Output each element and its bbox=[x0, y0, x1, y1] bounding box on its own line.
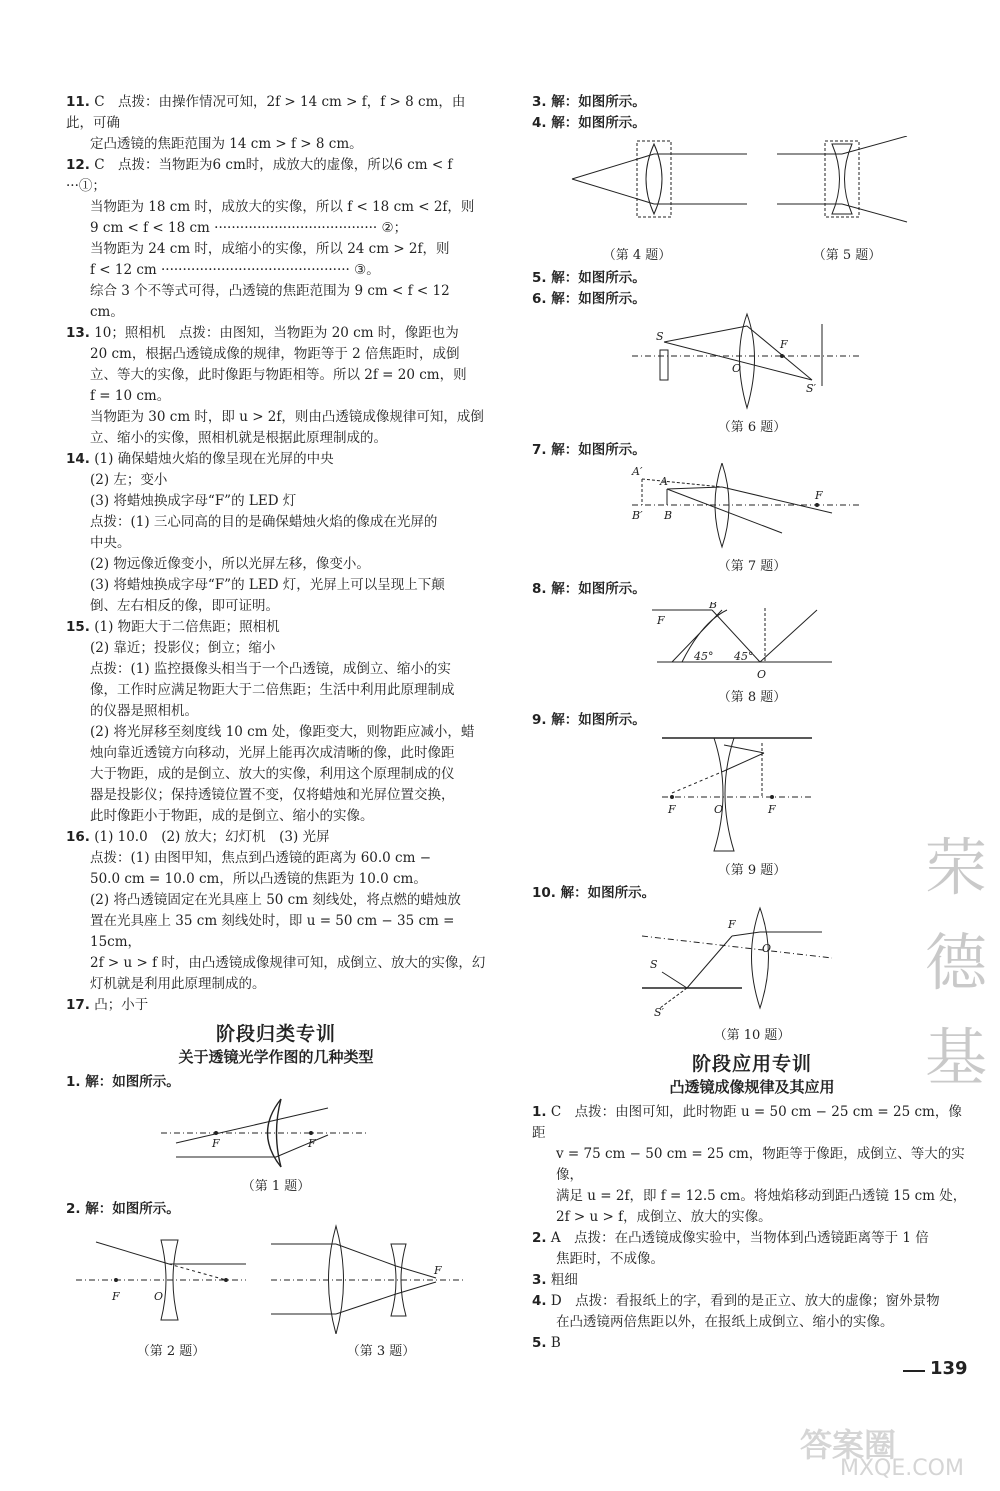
answer-text: (3) 将蜡烛换成字母“F”的 LED 灯，光屏上可以呈现上下颠 bbox=[90, 577, 445, 593]
q7-answer: 7. 解：如图所示。 bbox=[532, 442, 646, 458]
answer-text: 烛向靠近透镜方向移动，光屏上能再次成清晰的像，此时像距 bbox=[90, 745, 455, 761]
figure-q7 bbox=[532, 463, 972, 577]
answer-line bbox=[66, 554, 486, 575]
answer-text: 粗细 bbox=[550, 1272, 578, 1288]
answer-line bbox=[66, 449, 486, 470]
answer-line bbox=[66, 743, 486, 764]
answer-line bbox=[66, 134, 486, 155]
answer-line bbox=[66, 764, 486, 785]
label-f-q2: F bbox=[112, 1290, 120, 1303]
answer-text: (1) 确保蜡烛火焰的像呈现在光屏的中央 bbox=[94, 451, 334, 467]
answer-text: 当物距为 24 cm 时，成缩小的实像，所以 24 cm > 2f，则 bbox=[90, 241, 450, 257]
diagram-q4-q5 bbox=[532, 136, 952, 238]
answer-line bbox=[66, 638, 486, 659]
label-b-q7: B bbox=[664, 509, 673, 522]
answer-line bbox=[532, 1270, 972, 1291]
answer-text: A 点拨：在凸透镜成像实验中，当物体到凸透镜距离等于 1 倍 bbox=[550, 1230, 929, 1246]
answer-text: f < 12 cm ············································ ③。 bbox=[90, 262, 380, 278]
answer-text: 9 cm < f < 18 cm ······································ ②； bbox=[90, 220, 408, 236]
answer-line bbox=[66, 722, 486, 743]
question-number: 11. bbox=[66, 94, 90, 110]
answer-line bbox=[66, 680, 486, 701]
caption-q2: （第 2 题） bbox=[136, 1344, 206, 1359]
answer-text: (2) 左；变小 bbox=[90, 472, 168, 488]
answer-text: v = 75 cm − 50 cm = 25 cm，物距等于像距，成倒立、等大的实像， bbox=[556, 1146, 965, 1183]
question-number: 17. bbox=[66, 997, 90, 1013]
label-o-q8: O bbox=[757, 668, 767, 680]
answer-line bbox=[66, 806, 486, 827]
answer-line bbox=[66, 260, 486, 281]
watermark-vertical: 荣 德 基 bbox=[925, 831, 988, 1094]
answer-text: 10；照相机 点拨：由图知，当物距为 20 cm 时，像距也为 bbox=[94, 325, 459, 341]
answer-text: 倒、左右相反的像，即可证明。 bbox=[90, 598, 279, 614]
answer-text: 当物距为 18 cm 时，成放大的实像，所以 f < 18 cm < 2f，则 bbox=[90, 199, 475, 215]
q10-answer: 10. 解：如图所示。 bbox=[532, 885, 656, 901]
answer-text: (1) 10.0 (2) 放大；幻灯机 (3) 光屏 bbox=[94, 829, 330, 845]
label-f-q7: F bbox=[815, 489, 823, 502]
answer-text: 20 cm，根据凸透镜成像的规律，物距等于 2 倍焦距时，成倒 bbox=[90, 346, 460, 362]
answer-line bbox=[66, 365, 486, 386]
figure-q6 bbox=[532, 312, 972, 438]
answer-text: 当物距为 30 cm 时，即 u > 2f，则由凸透镜成像规律可知，成倒 bbox=[90, 409, 484, 425]
answer-line bbox=[66, 386, 486, 407]
answer-text: 器是投影仪；保持透镜位置不变，仅将蜡烛和光屏位置交换， bbox=[90, 787, 455, 803]
answer-text: (2) 将凸透镜固定在光具座上 50 cm 刻线处，将点燃的蜡烛放 bbox=[90, 892, 461, 908]
answer-line bbox=[66, 218, 486, 239]
answer-text: 焦距时，不成像。 bbox=[556, 1251, 664, 1267]
q9-answer: 9. 解：如图所示。 bbox=[532, 712, 646, 728]
label-o-q9: O bbox=[714, 803, 724, 816]
answer-line bbox=[66, 92, 486, 134]
left-answer-list bbox=[66, 92, 486, 1016]
caption-q6: （第 6 题） bbox=[717, 420, 787, 435]
label-ap-q7: A′ bbox=[632, 465, 643, 478]
answer-line bbox=[66, 575, 486, 596]
figure-q4-q5 bbox=[532, 136, 972, 266]
question-number: 2. bbox=[532, 1230, 547, 1246]
answer-text: 2f > u > f，成倒立、放大的实像。 bbox=[556, 1209, 772, 1225]
answer-text: 大于物距，成的是倒立、放大的实像，利用这个原理制成的仪 bbox=[90, 766, 455, 782]
answer-text: 点拨：(1) 三心同高的目的是确保蜡烛火焰的像成在光屏的 bbox=[90, 514, 438, 530]
answer-text: 点拨：(1) 由图甲知，焦点到凸透镜的距离为 60.0 cm − bbox=[90, 850, 432, 866]
caption-q3: （第 3 题） bbox=[346, 1344, 416, 1359]
answer-text: D 点拨：看报纸上的字，看到的是正立、放大的虚像；窗外景物 bbox=[550, 1293, 940, 1309]
page-number: 139 bbox=[930, 1358, 968, 1379]
label-sp-q6: S′ bbox=[806, 382, 817, 395]
label-f-q3: F bbox=[434, 1264, 442, 1277]
answer-line bbox=[66, 827, 486, 848]
question-number: 1. bbox=[532, 1104, 547, 1120]
answer-text: 凸；小于 bbox=[94, 997, 149, 1013]
section-subtitle-classify: 关于透镜光学作图的几种类型 bbox=[178, 1048, 374, 1066]
answer-text: f = 10 cm。 bbox=[90, 388, 171, 404]
answer-line bbox=[532, 1312, 972, 1333]
question-number: 13. bbox=[66, 325, 90, 341]
diagram-q7 bbox=[532, 463, 972, 549]
answer-text: 50.0 cm = 10.0 cm，所以凸透镜的焦距为 10.0 cm。 bbox=[90, 871, 427, 887]
figure-q2-q3 bbox=[66, 1222, 486, 1362]
label-o-q10: O bbox=[762, 942, 772, 955]
diagram-q9 bbox=[532, 733, 972, 853]
figure-q9 bbox=[532, 733, 972, 881]
caption-q5: （第 5 题） bbox=[812, 248, 882, 263]
q2-answer: 2. 解：如图所示。 bbox=[66, 1201, 180, 1217]
answer-line bbox=[66, 596, 486, 617]
diagram-q6 bbox=[532, 312, 972, 410]
answer-line bbox=[66, 995, 486, 1016]
answer-line bbox=[66, 512, 486, 533]
answer-line bbox=[66, 533, 486, 554]
caption-q9: （第 9 题） bbox=[717, 863, 787, 878]
answer-text: 点拨：(1) 监控摄像头相当于一个凸透镜，成倒立、缩小的实 bbox=[90, 661, 451, 677]
section-title-classify: 阶段归类专训 bbox=[215, 1023, 336, 1045]
question-number: 4. bbox=[532, 1293, 547, 1309]
label-o-q2: O bbox=[154, 1290, 164, 1303]
label-f-q6: F bbox=[780, 338, 788, 351]
diagram-q8 bbox=[532, 602, 972, 680]
answer-line bbox=[66, 848, 486, 869]
answer-line bbox=[532, 1291, 972, 1312]
answer-line bbox=[66, 470, 486, 491]
answer-line bbox=[66, 407, 486, 428]
label-f-left: F bbox=[212, 1137, 220, 1150]
label-sp-q10: S′ bbox=[654, 1006, 665, 1018]
answer-text: (2) 靠近；投影仪；倒立；缩小 bbox=[90, 640, 276, 656]
label-s-q6: S bbox=[656, 330, 664, 343]
section-subtitle-apply: 凸透镜成像规律及其应用 bbox=[669, 1078, 835, 1096]
answer-line bbox=[66, 890, 486, 911]
answer-line bbox=[66, 617, 486, 638]
answer-line bbox=[532, 1207, 972, 1228]
answer-text: 此时像距小于物距，成的是倒立、缩小的实像。 bbox=[90, 808, 374, 824]
label-bp-q7: B′ bbox=[632, 509, 643, 522]
answer-line bbox=[532, 1249, 972, 1270]
answer-line bbox=[66, 323, 486, 344]
label-f-q10: F bbox=[728, 918, 736, 931]
answer-line bbox=[532, 1186, 972, 1207]
q8-answer: 8. 解：如图所示。 bbox=[532, 581, 646, 597]
answer-line bbox=[532, 1144, 972, 1186]
question-number: 16. bbox=[66, 829, 90, 845]
answer-text: C 点拨：由图可知，此时物距 u = 50 cm − 25 cm = 25 cm，像距 bbox=[532, 1104, 962, 1141]
answer-text: 定凸透镜的焦距范围为 14 cm > f > 8 cm。 bbox=[90, 136, 363, 152]
answer-text: (2) 将光屏移至刻度线 10 cm 处，像距变大，则物距应减小，蜡 bbox=[90, 724, 475, 740]
label-a-q7: A bbox=[660, 475, 668, 488]
right-answer-list bbox=[532, 1102, 972, 1354]
answer-text: B bbox=[550, 1335, 561, 1351]
q4-answer: 4. 解：如图所示。 bbox=[532, 115, 646, 131]
caption-q7: （第 7 题） bbox=[717, 559, 787, 574]
answer-text: 满足 u = 2f，即 f = 12.5 cm。将烛焰移动到距凸透镜 15 cm 处， bbox=[556, 1188, 967, 1204]
label-b-q8: B bbox=[709, 602, 718, 611]
figure-q8 bbox=[532, 602, 972, 708]
label-s-q10: S bbox=[650, 958, 658, 971]
question-number: 3. bbox=[532, 1272, 547, 1288]
answer-line bbox=[66, 344, 486, 365]
watermark-logo: 答案圈 bbox=[800, 1426, 897, 1464]
label-f-left-q9: F bbox=[668, 803, 676, 816]
left-column bbox=[66, 92, 486, 1364]
answer-text: (3) 将蜡烛换成字母“F”的 LED 灯 bbox=[90, 493, 297, 509]
question-number: 14. bbox=[66, 451, 90, 467]
answer-line bbox=[66, 155, 486, 197]
q3-answer: 3. 解：如图所示。 bbox=[532, 94, 646, 110]
answer-line bbox=[66, 701, 486, 722]
answer-line bbox=[66, 953, 486, 974]
answer-line bbox=[66, 491, 486, 512]
answer-text: C 点拨：由操作情况可知，2f > 14 cm > f，f > 8 cm，由此，可确 bbox=[66, 94, 466, 131]
diagram-q10 bbox=[532, 906, 972, 1018]
label-o-q6: O bbox=[732, 362, 742, 375]
answer-line bbox=[66, 869, 486, 890]
answer-line bbox=[66, 239, 486, 260]
answer-line bbox=[66, 911, 486, 953]
answer-line bbox=[66, 785, 486, 806]
answer-text: 在凸透镜两倍焦距以外，在报纸上成倒立、缩小的实像。 bbox=[556, 1314, 894, 1330]
label-f-right: F bbox=[308, 1137, 316, 1150]
q6-answer: 6. 解：如图所示。 bbox=[532, 291, 646, 307]
answer-text: 灯机就是利用此原理制成的。 bbox=[90, 976, 266, 992]
answer-line bbox=[532, 1333, 972, 1354]
answer-text: 综合 3 个不等式可得，凸透镜的焦距范围为 9 cm < f < 12 cm。 bbox=[90, 283, 454, 320]
right-column bbox=[532, 92, 972, 1354]
question-number: 12. bbox=[66, 157, 90, 173]
label-45-left-q8: 45° bbox=[694, 650, 714, 663]
answer-text: (2) 物远像近像变小，所以光屏左移，像变小。 bbox=[90, 556, 370, 572]
answer-text: 置在光具座上 35 cm 刻线处时，即 u = 50 cm − 35 cm = 15cm， bbox=[90, 913, 459, 950]
caption-q4: （第 4 题） bbox=[602, 248, 672, 263]
caption-q1: （第 1 题） bbox=[241, 1179, 311, 1194]
section-title-apply: 阶段应用专训 bbox=[691, 1053, 812, 1075]
page-number-rule bbox=[903, 1370, 925, 1372]
answer-line bbox=[66, 974, 486, 995]
question-number: 15. bbox=[66, 619, 90, 635]
answer-text: 像，工作时应满足物距大于二倍焦距；生活中利用此原理制成 bbox=[90, 682, 455, 698]
answer-line bbox=[532, 1228, 972, 1249]
caption-q10: （第 10 题） bbox=[713, 1028, 791, 1043]
answer-text: (1) 物距大于二倍焦距；照相机 bbox=[94, 619, 280, 635]
label-f-right-q9: F bbox=[768, 803, 776, 816]
figure-q1 bbox=[66, 1095, 486, 1197]
caption-q8: （第 8 题） bbox=[717, 690, 787, 705]
answer-line bbox=[532, 1102, 972, 1144]
diagram-q2-q3 bbox=[66, 1222, 486, 1334]
question-number: 5. bbox=[532, 1335, 547, 1351]
diagram-q1 bbox=[66, 1095, 366, 1169]
answer-line bbox=[66, 281, 486, 323]
label-f-q8: F bbox=[657, 614, 665, 627]
answer-text: 立、缩小的实像，照相机就是根据此原理制成的。 bbox=[90, 430, 387, 446]
watermark-url: MXQE.COM bbox=[840, 1456, 964, 1481]
answer-line bbox=[66, 428, 486, 449]
answer-text: 的仪器是照相机。 bbox=[90, 703, 198, 719]
answer-line bbox=[66, 197, 486, 218]
q5-answer: 5. 解：如图所示。 bbox=[532, 270, 646, 286]
q1-answer: 1. 解：如图所示。 bbox=[66, 1074, 180, 1090]
answer-text: C 点拨：当物距为6 cm时，成放大的虚像，所以6 cm < f ···①； bbox=[66, 157, 466, 194]
answer-line bbox=[66, 659, 486, 680]
answer-text: 立、等大的实像，此时像距与物距相等。所以 2f = 20 cm，则 bbox=[90, 367, 467, 383]
answer-text: 中央。 bbox=[90, 535, 131, 551]
answer-text: 2f > u > f 时，由凸透镜成像规律可知，成倒立、放大的实像，幻 bbox=[90, 955, 486, 971]
figure-q10 bbox=[532, 906, 972, 1046]
label-45-right-q8: 45° bbox=[734, 650, 754, 663]
